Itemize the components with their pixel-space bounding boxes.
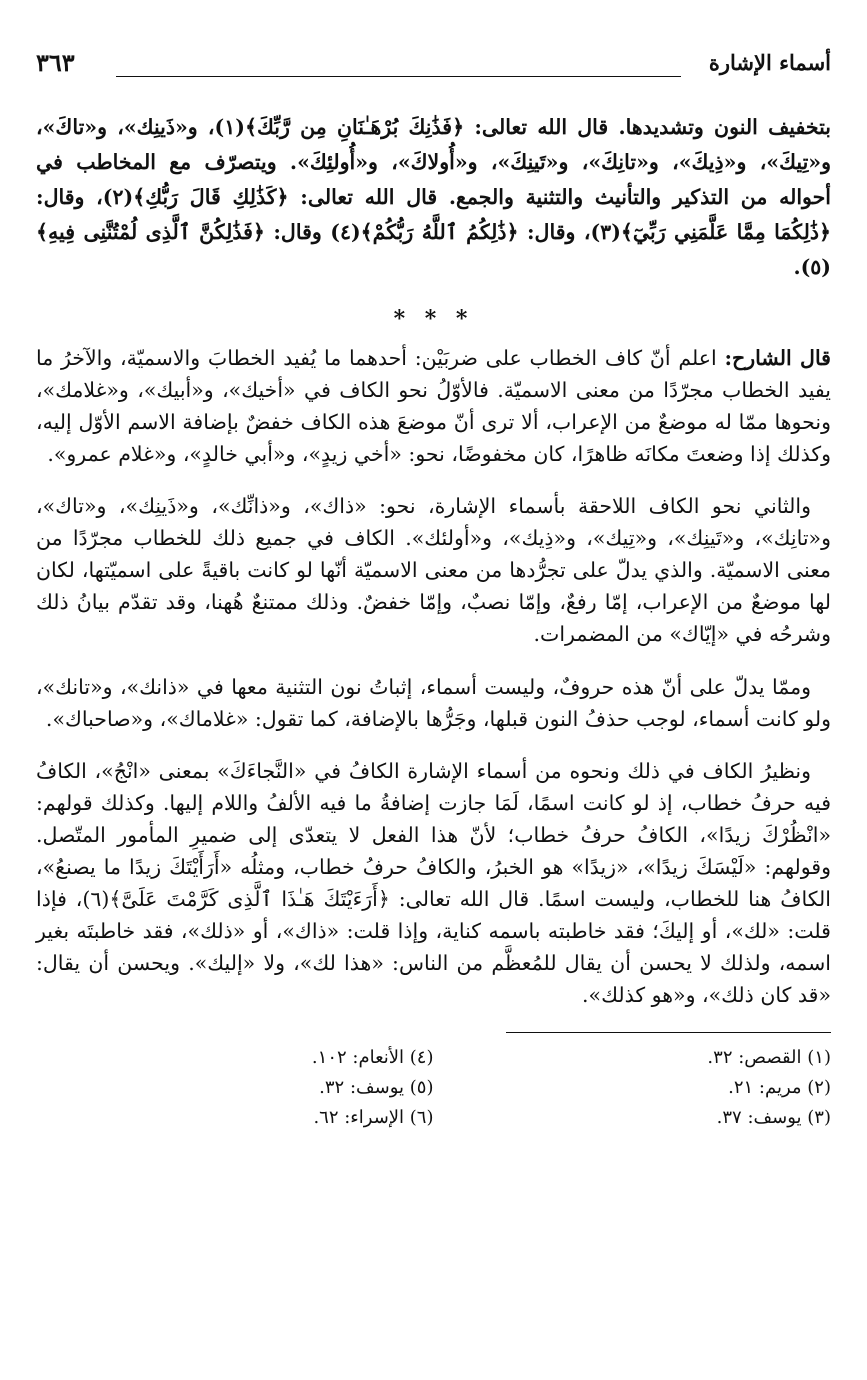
header-rule: [116, 76, 681, 77]
matn-text: بتخفيف النون وتشديدها. قال الله تعالى: ﴿فَذَٰنِكَ بُرْهَـٰنَانِ مِن رَّبِّكَ﴾(١)، و«ذَينِك»، و«تاكَ»، و«تِيكَ»، و«ذِيكَ»، و«تانِكَ»، و«تَينِكَ»، و«أُولاكَ»، و«أُولئِكَ». ويتصرّف مع المخاطب في أحواله من التذكير والتأنيث والتثنية والجمع. قال الله تعالى: ﴿كَذَٰلِكِ قَالَ رَبُّكِ﴾(٢)، وقال: ﴿ذَٰلِكُمَا مِمَّا عَلَّمَنِي رَبِّيٓ﴾(٣)، وقال: ﴿ذَٰلِكُمُ ٱللَّهُ رَبُّكُمْ﴾(٤) وقال: ﴿فَذَٰلِكُنَّ ٱلَّذِى لُمْتُنَّنِى فِيهِ﴾(٥).: [36, 115, 832, 279]
sharh-paragraph-1: [36, 342, 831, 470]
chapter-title: أسماء الإشارة: [708, 50, 831, 75]
footnotes-column-left: [36, 1043, 434, 1133]
book-page: [36, 46, 831, 1366]
footnotes: [36, 1043, 831, 1133]
sharh-label: قال الشارح:: [724, 345, 831, 370]
page-number: ٣٦٣: [36, 48, 75, 77]
footnote-6: (٦) الإسراء: ٦٢.: [313, 1106, 434, 1128]
footnote-1: (١) القصص: ٣٢.: [707, 1046, 831, 1068]
running-header: [36, 46, 831, 86]
footnote-2: (٢) مريم: ٢١.: [728, 1076, 831, 1098]
footnotes-column-right: [434, 1043, 832, 1133]
section-separator: * * *: [393, 305, 474, 332]
footnote-5: (٥) يوسف: ٣٢.: [319, 1076, 434, 1098]
footnote-4: (٤) الأنعام: ١٠٢.: [311, 1046, 434, 1068]
sharh-paragraph-3: وممّا يدلّ على أنّ هذه حروفٌ، وليست أسماء، إثباتُ نون التثنية معها في «ذانك»، و«تانك»، ولو كانت أسماء، لوجب حذفُ النون قبلها، وجَرُّها بالإضافة، كما تقول: «غلاماك»، و«صاحباك».: [36, 674, 831, 731]
sharh-paragraph-2: والثاني نحو الكاف اللاحقة بأسماء الإشارة، نحو: «ذاك»، و«ذانِّك»، و«ذَينِك»، و«تاك»، و«تانِك»، و«تَينِك»، و«تِيك»، و«ذِيك»، و«أولئك». الكاف في جميع ذلك للخطاب مجرّدًا من معنى الاسميّة. والذي يدلّ على تجرُّدها من معنى الاسميّة أنّها لو كانت باقيةً على اسميّتها، لكان لها موضعٌ من الإعراب، إمّا رفعٌ، وإمّا نصبٌ، وإمّا خفضٌ. وذلك ممتنعٌ هُهنا، وقد تقدّم بيانُ ذلك وشرحُه في «إيّاك» من المضمرات.: [36, 494, 831, 646]
footnote-rule: [506, 1032, 831, 1033]
sharh-intro: اعلم أنّ كاف الخطاب على ضربَيْن: أحدهما ما يُفيد الخطابَ والاسميّة، والآخرُ ما يفيد الخطاب مجرّدًا من معنى الاسميّة. فالأوّلُ نحو الكاف في «أخيك»، و«أبيك»، و«غلامك»، ونحوها ممّا له موضعٌ من الإعراب، ألا ترى أنّ موضعَ هذه الكاف خفضٌ بإضافة الاسم الأوّل إليه، وكذلك إذا وضعتَ مكانَه ظاهرًا، كان مخفوضًا، نحو: «أخي زيدٍ»، و«أبي خالدٍ»، و«غلام عمرو».: [36, 345, 831, 466]
sharh-paragraph-4: ونظيرُ الكاف في ذلك ونحوه من أسماء الإشارة الكافُ في «النَّجاءَكَ» بمعنى «انْجُ»، الكافُ فيه حرفُ خطاب، إذ لو كانت اسمًا، لَمَا جازت إضافةُ ما فيه الألفُ واللام إليها. وكذلك قولهم: «انْظُرْكَ زيدًا»، الكافُ حرفُ خطاب؛ لأنّ هذا الفعل لا يتعدّى إلى ضميرِ المأمور المتّصل. وقولهم: «لَيْسَكَ زيدًا»، «زيدًا» هو الخبرُ، والكافُ حرفُ خطاب، ومثلُه «أَرَأَيْتَكَ زيدًا ما يصنعُ»، الكافُ هنا للخطاب، وليست اسمًا. قال الله تعالى: ﴿أَرَءَيْتَكَ هَـٰذَا ٱلَّذِى كَرَّمْتَ عَلَىَّ﴾(٦)، فإذا قلت: «لك»، أو إليكَ؛ فقد خاطبته باسمه كناية، وإذا قلت: «ذاك»، أو «ذلك»، فقد خاطبتَه بغير اسمه، ولذلك لا يحسن أن يقال للمُعظَّم من الناس: «هذا لك»، ولا «إليك». ويحسن أن يقال: «قد كان ذلك»، و«هو كذلك».: [36, 759, 831, 1007]
footnote-3: (٣) يوسف: ٣٧.: [716, 1106, 831, 1128]
